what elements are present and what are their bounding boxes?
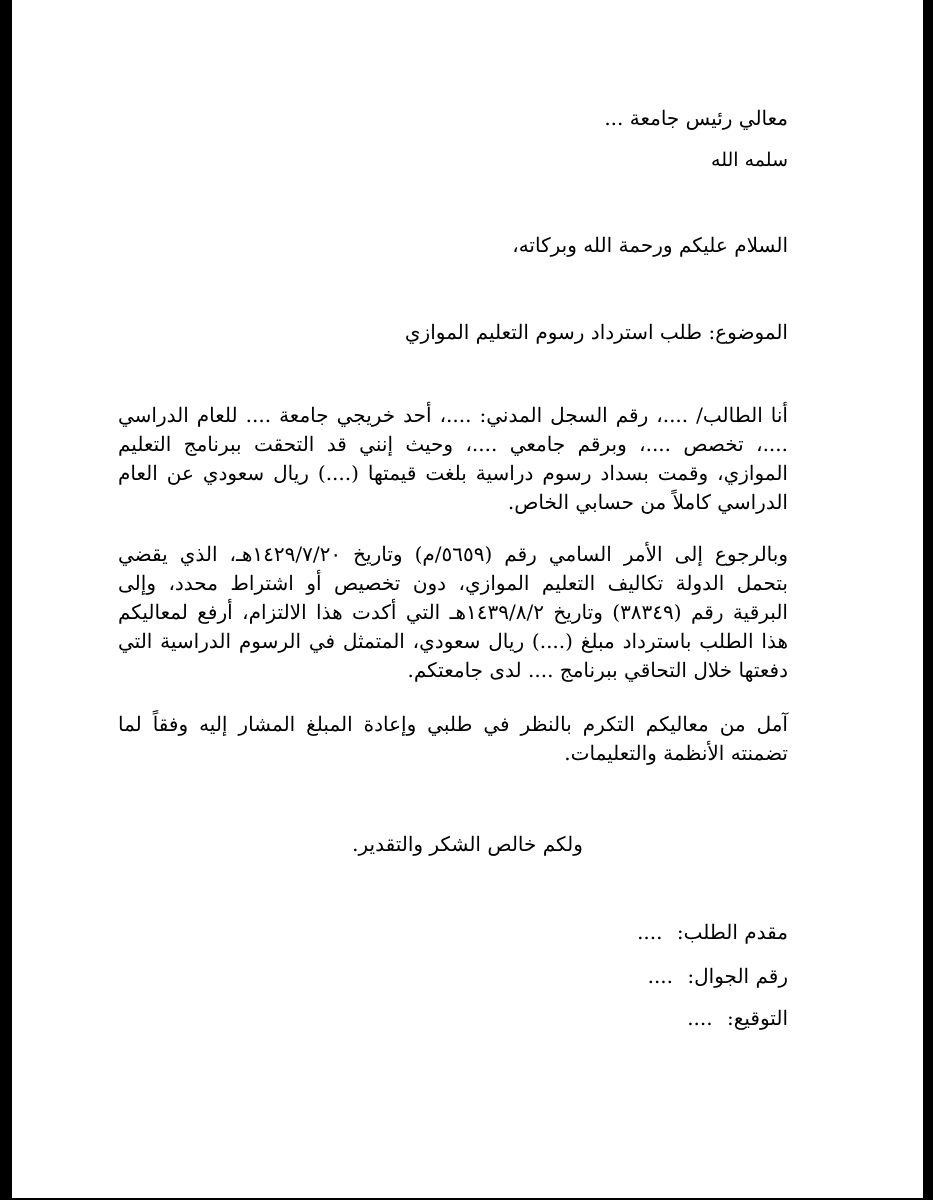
applicant-label: مقدم الطلب: — [676, 920, 788, 944]
applicant-line — [637, 918, 788, 946]
signature-value: .... — [687, 1006, 713, 1030]
signature-label: التوقيع: — [727, 1006, 788, 1030]
applicant-value: .... — [637, 920, 663, 944]
addressee: معالي رئيس جامعة ... — [604, 106, 788, 130]
subject-line: الموضوع: طلب استرداد رسوم التعليم الموازي — [404, 320, 788, 344]
paragraph-royal-order: وبالرجوع إلى الأمر السامي رقم (٥٦٥٩/م) وتاريخ ١٤٢٩/٧/٢٠هـ، الذي يقضي بتحمل الدولة تكاليف التعليم الموازي، دون تخصيص أو اشتراط محدد، وإلى البرقية رقم (٣٨٣٤٩) وتاريخ ١٤٣٩/٨/٢هـ التي أكدت هذا الالتزام، أرفع لمعاليكم هذا الطلب باسترداد مبلغ (....) ريال سعودي، المتمثل في الرسوم الدراسية التي دفعتها خلال التحاقي ببرنامج .... لدى جامعتكم. — [118, 542, 788, 682]
paragraph-request: آمل من معاليكم التكرم بالنظر في طلبي وإعادة المبلغ المشار إليه وفقاً لما تضمنته الأنظمة والتعليمات. — [118, 712, 788, 765]
honorific: سلمه الله — [711, 149, 788, 171]
signature-line — [687, 1004, 788, 1032]
mobile-line — [648, 962, 788, 990]
paragraph-student-info: أنا الطالب/ ....، رقم السجل المدني: ....، أحد خريجي جامعة .... للعام الدراسي ....، تخصص ....، وبرقم جامعي ....، وحيث إنني قد التحقت ببرنامج التعليم الموازي، وقمت بسداد رسوم دراسية بلغت قيمتها (....) ريال سعودي عن العام الدراسي كاملاً من حسابي الخاص. — [118, 403, 788, 514]
mobile-label: رقم الجوال: — [687, 964, 788, 988]
letter-body — [12, 0, 923, 1198]
document-page — [12, 0, 923, 1198]
greeting: السلام عليكم ورحمة الله وبركاته، — [512, 233, 788, 257]
mobile-value: .... — [647, 964, 674, 988]
closing-line: ولكم خالص الشكر والتقدير. — [352, 832, 583, 856]
